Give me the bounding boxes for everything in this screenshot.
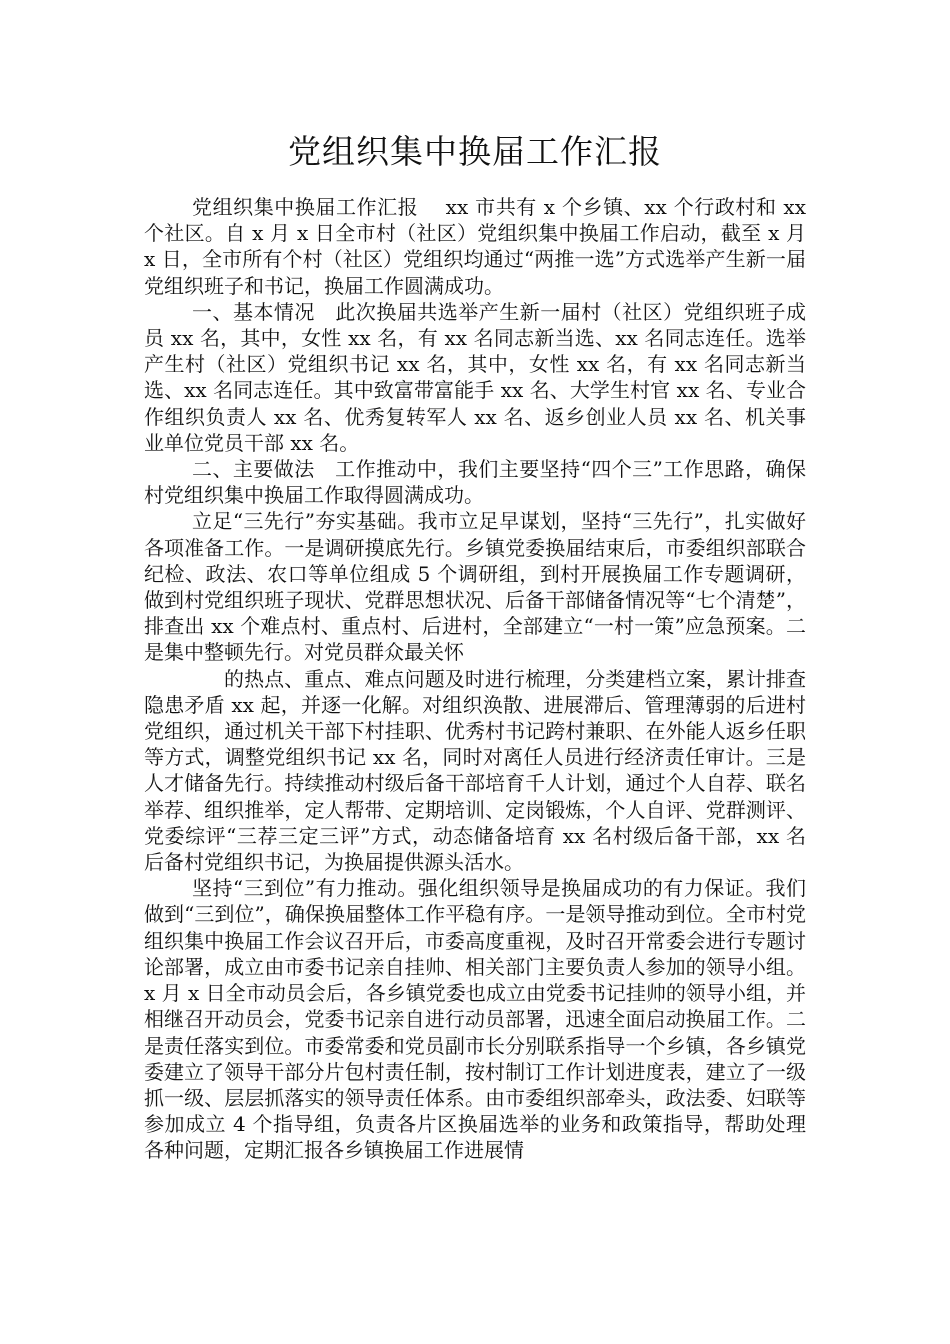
paragraph-intro: 党组织集中换届工作汇报 xx 市共有 x 个乡镇、xx 个行政村和 xx 个社区。自 x 月 x 日全市村（社区）党组织集中换届工作启动，截至 x 月 x 日，全市所有个村（社区）党组织均通过“两推一选”方式选举产生新一届党组织班子和书记，换届工作圆满成功。 [144, 195, 806, 298]
paragraph-three-first: 立足“三先行”夯实基础。我市立足早谋划，坚持“三先行”，扎实做好各项准备工作。一是调研摸底先行。乡镇党委换届结束后，市委组织部联合纪检、政法、农口等单位组成 5 个调研组，到村开展换届工作专题调研，做到村党组织班子现状、党群思想状况、后备干部储备情况等“七个清楚”，排查出 xx 个难点村、重点村、后进村，全部建立“一村一策”应急预案。二是集中整顿先行。对党员群众最关怀 [144, 509, 806, 665]
paragraph-three-in-place: 坚持“三到位”有力推动。强化组织领导是换届成功的有力保证。我们做到“三到位”，确保换届整体工作平稳有序。一是领导推动到位。全市村党组织集中换届工作会议召开后，市委高度重视，及时召开常委会进行专题讨论部署，成立由市委书记亲自挂帅、相关部门主要负责人参加的领导小组。x 月 x 日全市动员会后，各乡镇党委也成立由党委书记挂帅的领导小组，并相继召开动员会，党委书记亲自进行动员部署，迅速全面启动换届工作。二是责任落实到位。市委常委和党员副市长分别联系指导一个乡镇，各乡镇党委建立了领导干部分片包村责任制，按村制订工作计划进度表，建立了一级抓一级、层层抓落实的领导责任体系。由市委组织部牵头，政法委、妇联等参加成立 4 个指导组，负责各片区换届选举的业务和政策指导，帮助处理各种问题，定期汇报各乡镇换届工作进展情 [144, 876, 806, 1163]
paragraph-main-practices: 二、主要做法 工作推动中，我们主要坚持“四个三”工作思路，确保村党组织集中换届工作取得圆满成功。 [144, 457, 806, 508]
document-body [144, 194, 806, 1164]
paragraph-basic-situation: 一、基本情况 此次换届共选举产生新一届村（社区）党组织班子成员 xx 名，其中，女性 xx 名，有 xx 名同志新当选、xx 名同志连任。选举产生村（社区）党组织书记 xx 名，其中，女性 xx 名，有 xx 名同志新当选、xx 名同志连任。其中致富带富能手 xx 名、大学生村官 xx 名、专业合作组织负责人 xx 名、优秀复转军人 xx 名、返乡创业人员 xx 名、机关事业单位党员干部 xx 名。 [144, 299, 806, 455]
paragraph-three-first-continued: 的热点、重点、难点问题及时进行梳理，分类建档立案，累计排查隐患矛盾 xx 起，并逐一化解。对组织涣散、进展滞后、管理薄弱的后进村党组织，通过机关干部下村挂职、优秀村书记跨村兼职、在外能人返乡任职等方式，调整党组织书记 xx 名，同时对离任人员进行经济责任审计。三是人才储备先行。持续推动村级后备干部培育千人计划，通过个人自荐、联名举荐、组织推举，定人帮带、定期培训、定岗锻炼，个人自评、党群测评、党委综评“三荐三定三评”方式，动态储备培育 xx 名村级后备干部，xx 名后备村党组织书记，为换届提供源头活水。 [144, 666, 806, 875]
document-title: 党组织集中换届工作汇报 [288, 132, 662, 171]
